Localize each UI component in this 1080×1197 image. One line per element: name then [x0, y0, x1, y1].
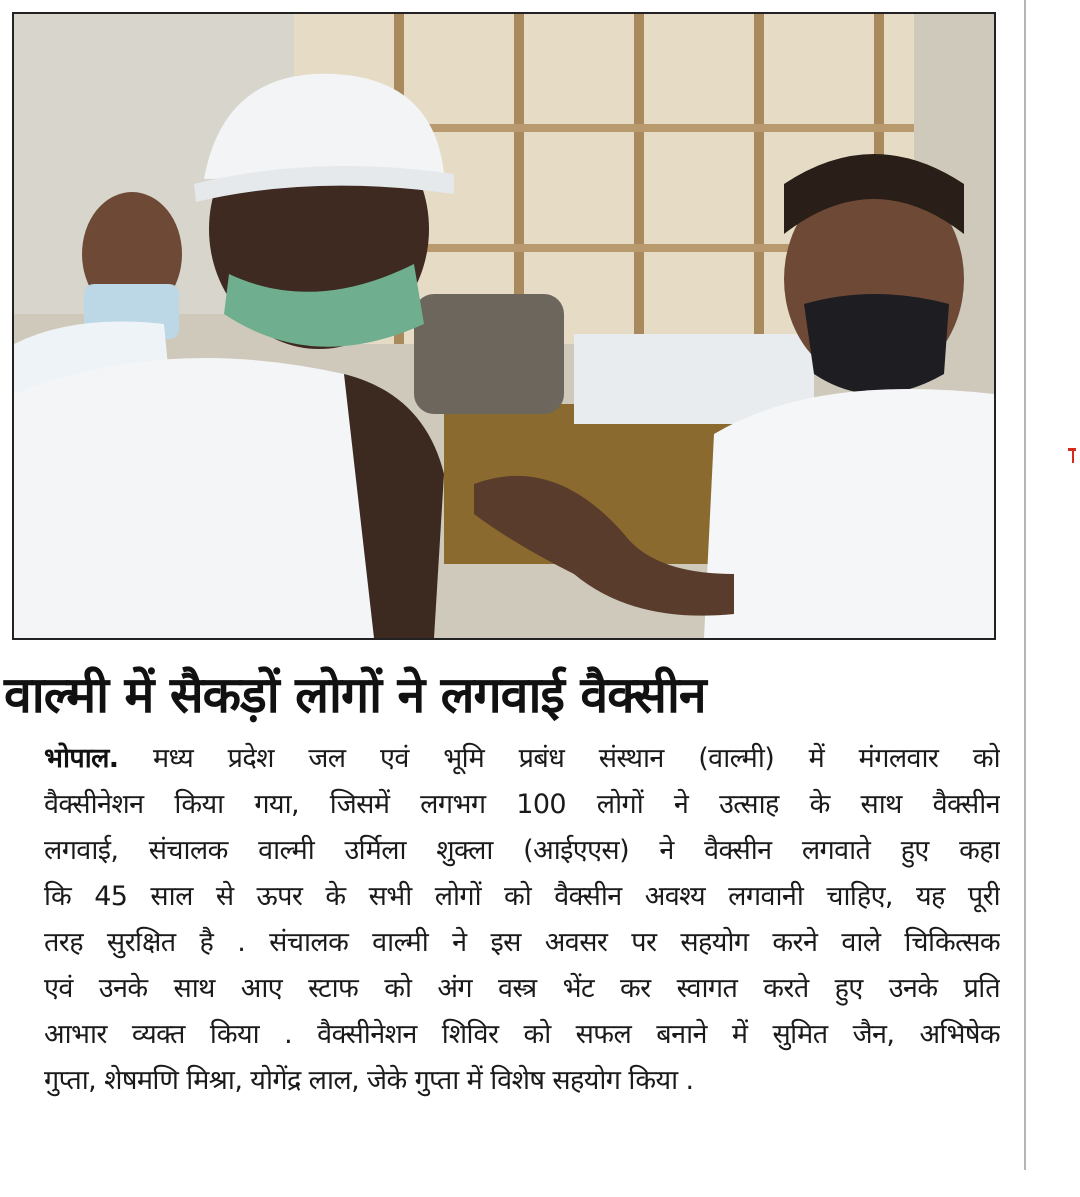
article-line-3: लगवाई, संचालक वाल्मी उर्मिला शुक्ला (आईएएस) ने वैक्सीन लगवाते हुए कहा [44, 835, 1000, 866]
photo-chair [414, 294, 564, 414]
news-photo [12, 12, 996, 640]
red-marker [1068, 448, 1076, 451]
article-line-1-text: मध्य प्रदेश जल एवं भूमि प्रबंध संस्थान (वाल्मी) में मंगलवार को [152, 743, 1000, 774]
article-line-1 [44, 736, 1000, 782]
headline: वाल्मी में सैकड़ों लोगों ने लगवाई वैक्सीन [4, 666, 706, 724]
photo-illustration [14, 14, 994, 638]
column-rule [1024, 0, 1026, 1170]
article-line-5: तरह सुरक्षित है . संचालक वाल्मी ने इस अवसर पर सहयोग करने वाले चिकित्सक [44, 927, 1000, 958]
article-line-4: कि 45 साल से ऊपर के सभी लोगों को वैक्सीन अवश्य लगवानी चाहिए, यह पूरी [44, 881, 1000, 912]
article-body [44, 736, 1000, 1104]
dateline: भोपाल. [44, 743, 119, 774]
article-line-7: आभार व्यक्त किया . वैक्सीनेशन शिविर को सफल बनाने में सुमित जैन, अभिषेक [44, 1019, 1000, 1050]
article-line-2: वैक्सीनेशन किया गया, जिसमें लगभग 100 लोगों ने उत्साह के साथ वैक्सीन [44, 789, 1000, 820]
article-line-8: गुप्ता, शेषमणि मिश्रा, योगेंद्र लाल, जेके गुप्ता में विशेष सहयोग किया . [44, 1065, 694, 1096]
article-line-6: एवं उनके साथ आए स्टाफ को अंग वस्त्र भेंट कर स्वागत करते हुए उनके प्रति [44, 973, 1000, 1004]
